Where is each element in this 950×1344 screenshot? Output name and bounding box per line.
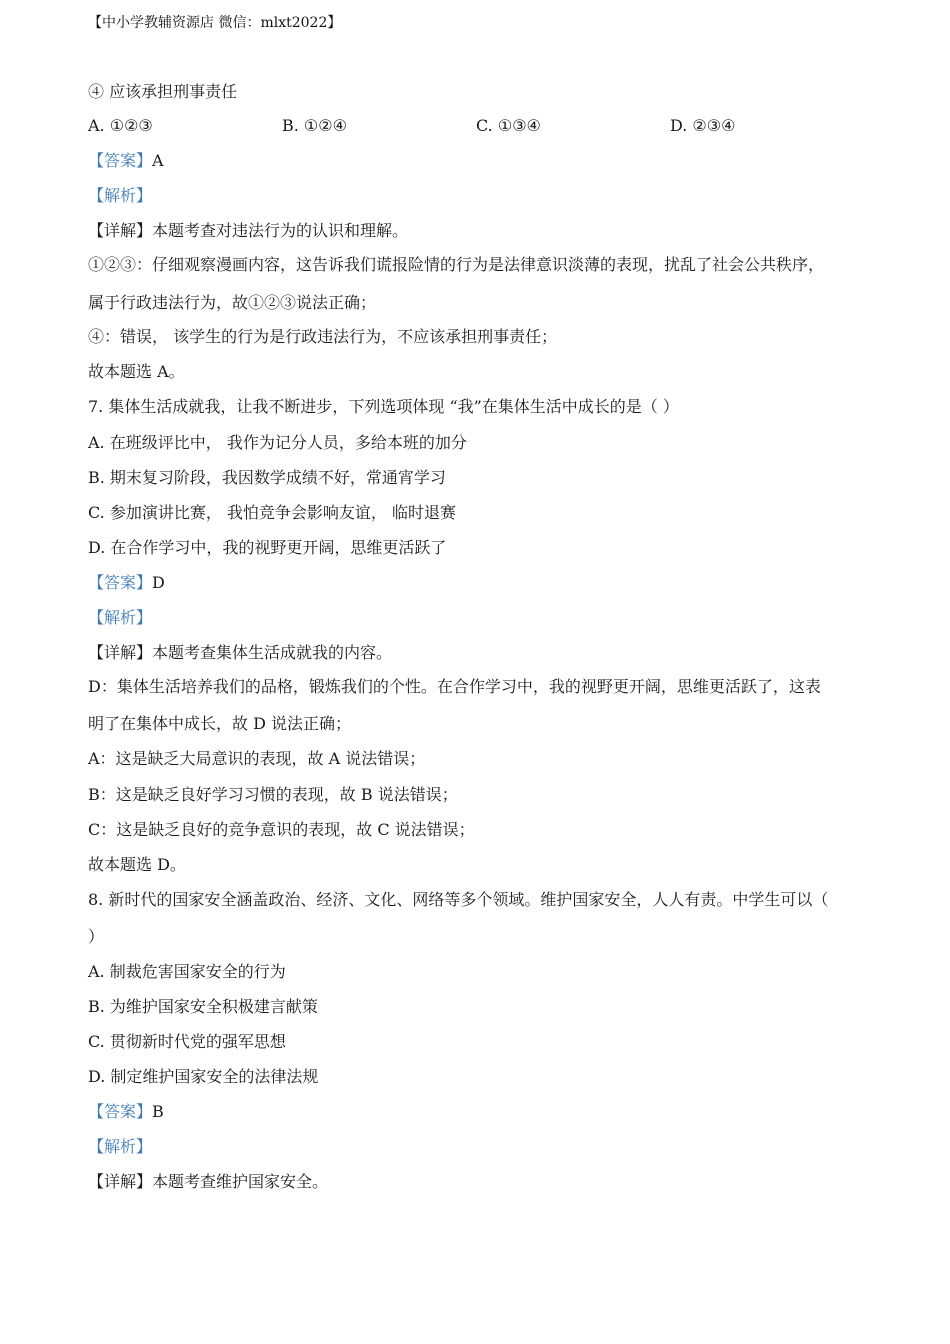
q6-option-d: D. ②③④ (670, 116, 736, 135)
q7-detail: 【详解】本题考查集体生活成就我的内容。 (88, 643, 393, 662)
q7-explanation-d-line-2: 明了在集体中成长，故 D 说法正确； (88, 714, 352, 733)
q7-conclusion: 故本题选 D。 (88, 855, 186, 874)
q6-explanation-2: ④：错误， 该学生的行为是行政违法行为，不应该承担刑事责任； (88, 327, 558, 346)
q6-option-a: A. ①②③ (88, 116, 153, 135)
q8-stem-line-2: ） (88, 927, 105, 946)
q8-stem-line-1: 8. 新时代的国家安全涵盖政治、经济、文化、网络等多个领域。维护国家安全，人人有责。中学生可以（ (88, 890, 829, 909)
q7-analysis-tag: 【解析】 (88, 608, 153, 627)
q6-conclusion: 故本题选 A。 (88, 362, 185, 381)
answer-tag: 【答案】 (88, 151, 153, 170)
q7-explanation-b: B：这是缺乏良好学习习惯的表现，故 B 说法错误； (88, 785, 458, 804)
q6-option-b: B. ①②④ (282, 116, 347, 135)
answer-value: A (152, 151, 164, 170)
q7-option-a: A. 在班级评比中， 我作为记分人员，多给本班的加分 (88, 433, 467, 452)
q7-option-d: D. 在合作学习中，我的视野更开阔，思维更活跃了 (88, 538, 447, 557)
q8-option-a: A. 制裁危害国家安全的行为 (88, 962, 286, 981)
q8-detail: 【详解】本题考查维护国家安全。 (88, 1172, 329, 1191)
q7-option-c: C. 参加演讲比赛， 我怕竞争会影响友谊， 临时退赛 (88, 503, 457, 522)
q7-explanation-d-line-1: D：集体生活培养我们的品格，锻炼我们的个性。在合作学习中，我的视野更开阔，思维更活跃了，这表 (88, 677, 821, 696)
q8-answer (88, 1101, 164, 1123)
page-header: 【中小学教辅资源店 微信：mlxt2022】 (88, 15, 342, 31)
answer-value: B (152, 1102, 164, 1121)
q8-option-c: C. 贯彻新时代党的强军思想 (88, 1032, 286, 1051)
q8-option-d: D. 制定维护国家安全的法律法规 (88, 1067, 319, 1086)
q7-explanation-a: A：这是缺乏大局意识的表现，故 A 说法错误； (88, 749, 426, 768)
q6-explanation-1-line-2: 属于行政违法行为，故①②③说法正确； (88, 293, 377, 312)
q6-item-4: ④ 应该承担刑事责任 (88, 82, 238, 101)
q6-detail: 【详解】本题考查对违法行为的认识和理解。 (88, 221, 409, 240)
answer-tag: 【答案】 (88, 573, 153, 592)
q6-explanation-1-line-1: ①②③：仔细观察漫画内容，这告诉我们谎报险情的行为是法律意识淡薄的表现，扰乱了社会公共秩序， (88, 255, 825, 274)
q6-answer (88, 150, 164, 172)
answer-tag: 【答案】 (88, 1102, 153, 1121)
q7-stem: 7. 集体生活成就我，让我不断进步，下列选项体现 “我”在集体生活中成长的是（ ） (88, 397, 679, 416)
q7-option-b: B. 期末复习阶段，我因数学成绩不好，常通宵学习 (88, 468, 446, 487)
q8-option-b: B. 为维护国家安全积极建言献策 (88, 997, 318, 1016)
q8-analysis-tag: 【解析】 (88, 1137, 153, 1156)
q7-answer (88, 572, 165, 594)
q6-option-c: C. ①③④ (476, 116, 541, 135)
q6-analysis-tag: 【解析】 (88, 186, 153, 205)
answer-value: D (152, 573, 165, 592)
q7-explanation-c: C：这是缺乏良好的竞争意识的表现，故 C 说法错误； (88, 820, 475, 839)
